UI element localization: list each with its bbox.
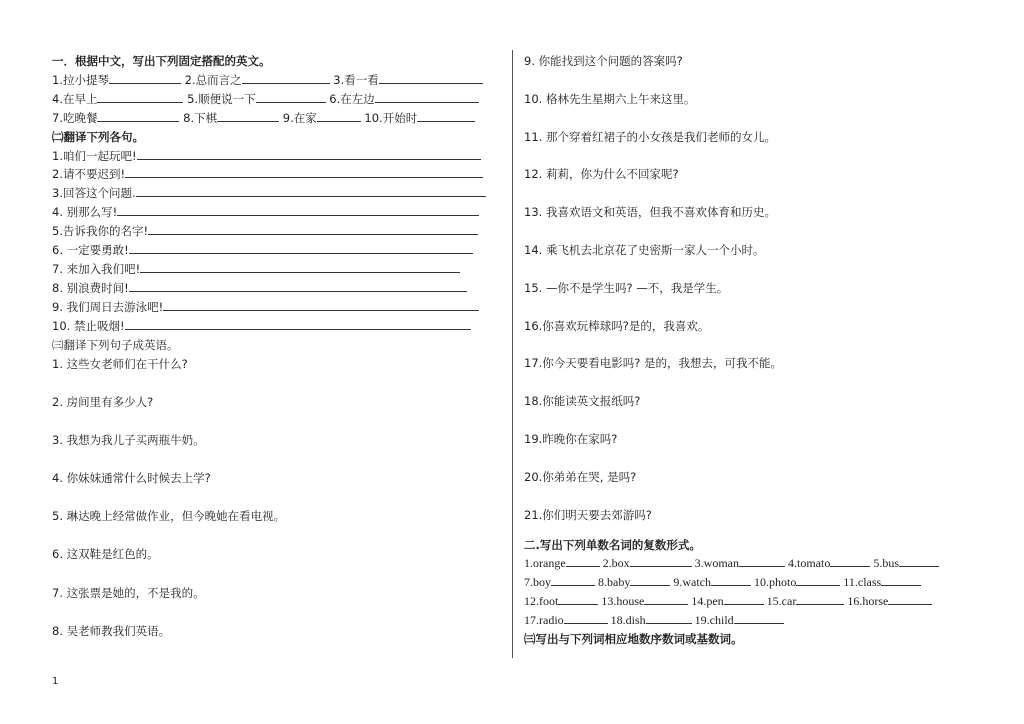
item-prompt: 5.告诉我你的名字! xyxy=(52,224,149,239)
answer-blank[interactable] xyxy=(734,612,784,624)
right-column xyxy=(524,52,979,649)
noun-prompt: 17.radio xyxy=(524,613,564,628)
noun-prompt: 7.boy xyxy=(524,575,551,590)
answer-blank[interactable] xyxy=(630,555,692,567)
noun-prompt: 10.photo xyxy=(753,575,797,590)
noun-prompt: 2.box xyxy=(602,556,630,571)
answer-blank[interactable] xyxy=(148,223,478,235)
noun-prompt: 16.horse xyxy=(847,594,889,609)
noun-prompt: 13.house xyxy=(601,594,645,609)
noun-prompt: 9.watch xyxy=(673,575,711,590)
noun-prompt: 15.car xyxy=(766,594,797,609)
sentence-item: 9. 你能找到这个问题的答案吗? xyxy=(524,54,683,68)
answer-blank[interactable] xyxy=(163,299,479,311)
sentence-item: 5. 琳达晚上经常做作业，但今晚她在看电视。 xyxy=(52,509,286,524)
item-prompt: 10. 禁止吸烟! xyxy=(52,318,125,333)
phrase-prompt: 8.下棋 xyxy=(183,110,218,125)
phrase-prompt: 2.总而言之 xyxy=(184,72,242,87)
answer-blank[interactable] xyxy=(644,593,688,605)
translate-item xyxy=(52,241,498,260)
phrase-prompt: 9.在家 xyxy=(282,110,317,125)
item-prompt: 9. 我们周日去游泳吧! xyxy=(52,299,164,314)
answer-blank[interactable] xyxy=(217,110,279,122)
answer-blank[interactable] xyxy=(256,91,326,103)
translate-item xyxy=(52,279,498,298)
sentence-item: 17.你今天要看电影吗? 是的，我想去，可我不能。 xyxy=(524,356,783,371)
answer-blank[interactable] xyxy=(140,261,460,273)
sentence-item: 13. 我喜欢语文和英语，但我不喜欢体育和历史。 xyxy=(524,205,776,220)
column-divider xyxy=(512,50,513,658)
answer-blank[interactable] xyxy=(117,204,479,216)
item-prompt: 6. 一定要勇敢! xyxy=(52,243,129,258)
sentence-item: 3. 我想为我儿子买两瓶牛奶。 xyxy=(52,432,205,447)
sentence-item: 16.你喜欢玩棒球吗?是的，我喜欢。 xyxy=(524,318,710,333)
section3-title: ㈢翻译下列句子成英语。 xyxy=(52,337,179,352)
answer-blank[interactable] xyxy=(109,72,181,84)
sentence-item: 4. 你妹妹通常什么时候去上学? xyxy=(52,471,211,486)
noun-prompt: 8.baby xyxy=(598,575,631,590)
phrase-prompt: 6.在左边 xyxy=(329,91,375,106)
noun-prompt: 14.pen xyxy=(691,594,724,609)
sentence-item: 11. 那个穿着红裙子的小女孩是我们老师的女儿。 xyxy=(524,129,776,144)
sentence-item: 8. 吴老师教我们英语。 xyxy=(52,623,171,638)
answer-blank[interactable] xyxy=(136,185,486,197)
answer-blank[interactable] xyxy=(724,593,764,605)
answer-blank[interactable] xyxy=(551,574,595,586)
item-prompt: 4. 别那么写! xyxy=(52,205,118,220)
translate-item xyxy=(52,147,498,166)
section2-title: ㈡翻译下列各句。 xyxy=(52,129,144,144)
item-prompt: 8. 别浪费时间! xyxy=(52,280,129,295)
noun-prompt: 12.foot xyxy=(524,594,559,609)
answer-blank[interactable] xyxy=(564,612,608,624)
sentence-item: 2. 房间里有多少人? xyxy=(52,394,154,409)
item-prompt: 3.回答这个问题. xyxy=(52,186,136,201)
page-number: 1 xyxy=(52,676,59,687)
phrase-prompt: 10.开始时 xyxy=(364,110,418,125)
sentence-item: 21.你们明天要去郊游吗? xyxy=(524,507,652,522)
sentence-item: 18.你能读英文报纸吗? xyxy=(524,394,641,409)
translate-item xyxy=(52,260,498,279)
answer-blank[interactable] xyxy=(796,574,840,586)
answer-blank[interactable] xyxy=(97,91,183,103)
answer-blank[interactable] xyxy=(566,555,600,567)
noun-prompt: 1.orange xyxy=(524,556,566,571)
answer-blank[interactable] xyxy=(830,555,870,567)
answer-blank[interactable] xyxy=(417,110,475,122)
answer-blank[interactable] xyxy=(739,555,785,567)
answer-blank[interactable] xyxy=(129,242,473,254)
item-prompt: 7. 来加入我们吧! xyxy=(52,261,141,276)
sentence-item: 7. 这张票是她的，不是我的。 xyxy=(52,585,205,600)
answer-blank[interactable] xyxy=(646,612,692,624)
phrase-row-1 xyxy=(52,71,498,90)
answer-blank[interactable] xyxy=(97,110,179,122)
answer-blank[interactable] xyxy=(375,91,479,103)
noun-prompt: 18.dish xyxy=(610,613,646,628)
sentence-item: 20.你弟弟在哭, 是吗? xyxy=(524,469,637,484)
phrase-row-2 xyxy=(52,90,498,109)
plural-row-1 xyxy=(524,554,979,573)
answer-blank[interactable] xyxy=(558,593,598,605)
answer-blank[interactable] xyxy=(129,280,467,292)
answer-blank[interactable] xyxy=(137,148,481,160)
noun-prompt: 4.tomato xyxy=(787,556,831,571)
sentence-item: 6. 这双鞋是红色的。 xyxy=(52,547,159,562)
phrase-prompt: 4.在早上 xyxy=(52,91,98,106)
noun-prompt: 11.class xyxy=(843,575,882,590)
answer-blank[interactable] xyxy=(242,72,330,84)
answer-blank[interactable] xyxy=(888,593,932,605)
translate-item xyxy=(52,184,498,203)
item-prompt: 2.请不要迟到! xyxy=(52,167,126,182)
answer-blank[interactable] xyxy=(630,574,670,586)
phrase-prompt: 3.看一看 xyxy=(333,72,379,87)
phrase-prompt: 1.拉小提琴 xyxy=(52,72,109,87)
noun-prompt: 5.bus xyxy=(873,556,899,571)
section1-title: 一．根据中文，写出下列固定搭配的英文。 xyxy=(52,54,271,68)
answer-blank[interactable] xyxy=(881,574,921,586)
plural-row-3 xyxy=(524,592,979,611)
phrase-row-3 xyxy=(52,109,498,128)
phrase-prompt: 7.吃晚餐 xyxy=(52,110,98,125)
plural-row-4 xyxy=(524,611,979,630)
sentence-item: 19.昨晚你在家吗? xyxy=(524,431,618,446)
translate-item xyxy=(52,222,498,241)
sentence-item: 10. 格林先生星期六上午来这里。 xyxy=(524,91,696,106)
sentence-item: 14. 乘飞机去北京花了史密斯一家人一个小时。 xyxy=(524,242,765,257)
answer-blank[interactable] xyxy=(125,166,483,178)
plural-section-title: 二.写出下列单数名词的复数形式。 xyxy=(524,537,701,552)
translate-item xyxy=(52,165,498,184)
sentence-item: 1. 这些女老师们在干什么? xyxy=(52,356,188,371)
answer-blank[interactable] xyxy=(899,555,939,567)
answer-blank[interactable] xyxy=(379,72,483,84)
sentence-item: 12. 莉莉，你为什么不回家呢? xyxy=(524,167,679,182)
answer-blank[interactable] xyxy=(317,110,361,122)
translate-item xyxy=(52,317,498,336)
sentence-item: 15. —你不是学生吗? —不，我是学生。 xyxy=(524,280,729,295)
answer-blank[interactable] xyxy=(711,574,751,586)
item-prompt: 1.咱们一起玩吧! xyxy=(52,148,137,163)
phrase-prompt: 5.顺便说一下 xyxy=(187,91,256,106)
answer-blank[interactable] xyxy=(125,318,471,330)
answer-blank[interactable] xyxy=(796,593,844,605)
translate-item xyxy=(52,203,498,222)
translate-item xyxy=(52,298,498,317)
numbers-section-title: ㈢写出与下列词相应地数序数词或基数词。 xyxy=(524,632,743,647)
plural-row-2 xyxy=(524,573,979,592)
left-column xyxy=(52,52,498,660)
noun-prompt: 3.woman xyxy=(694,556,739,571)
noun-prompt: 19.child xyxy=(694,613,734,628)
